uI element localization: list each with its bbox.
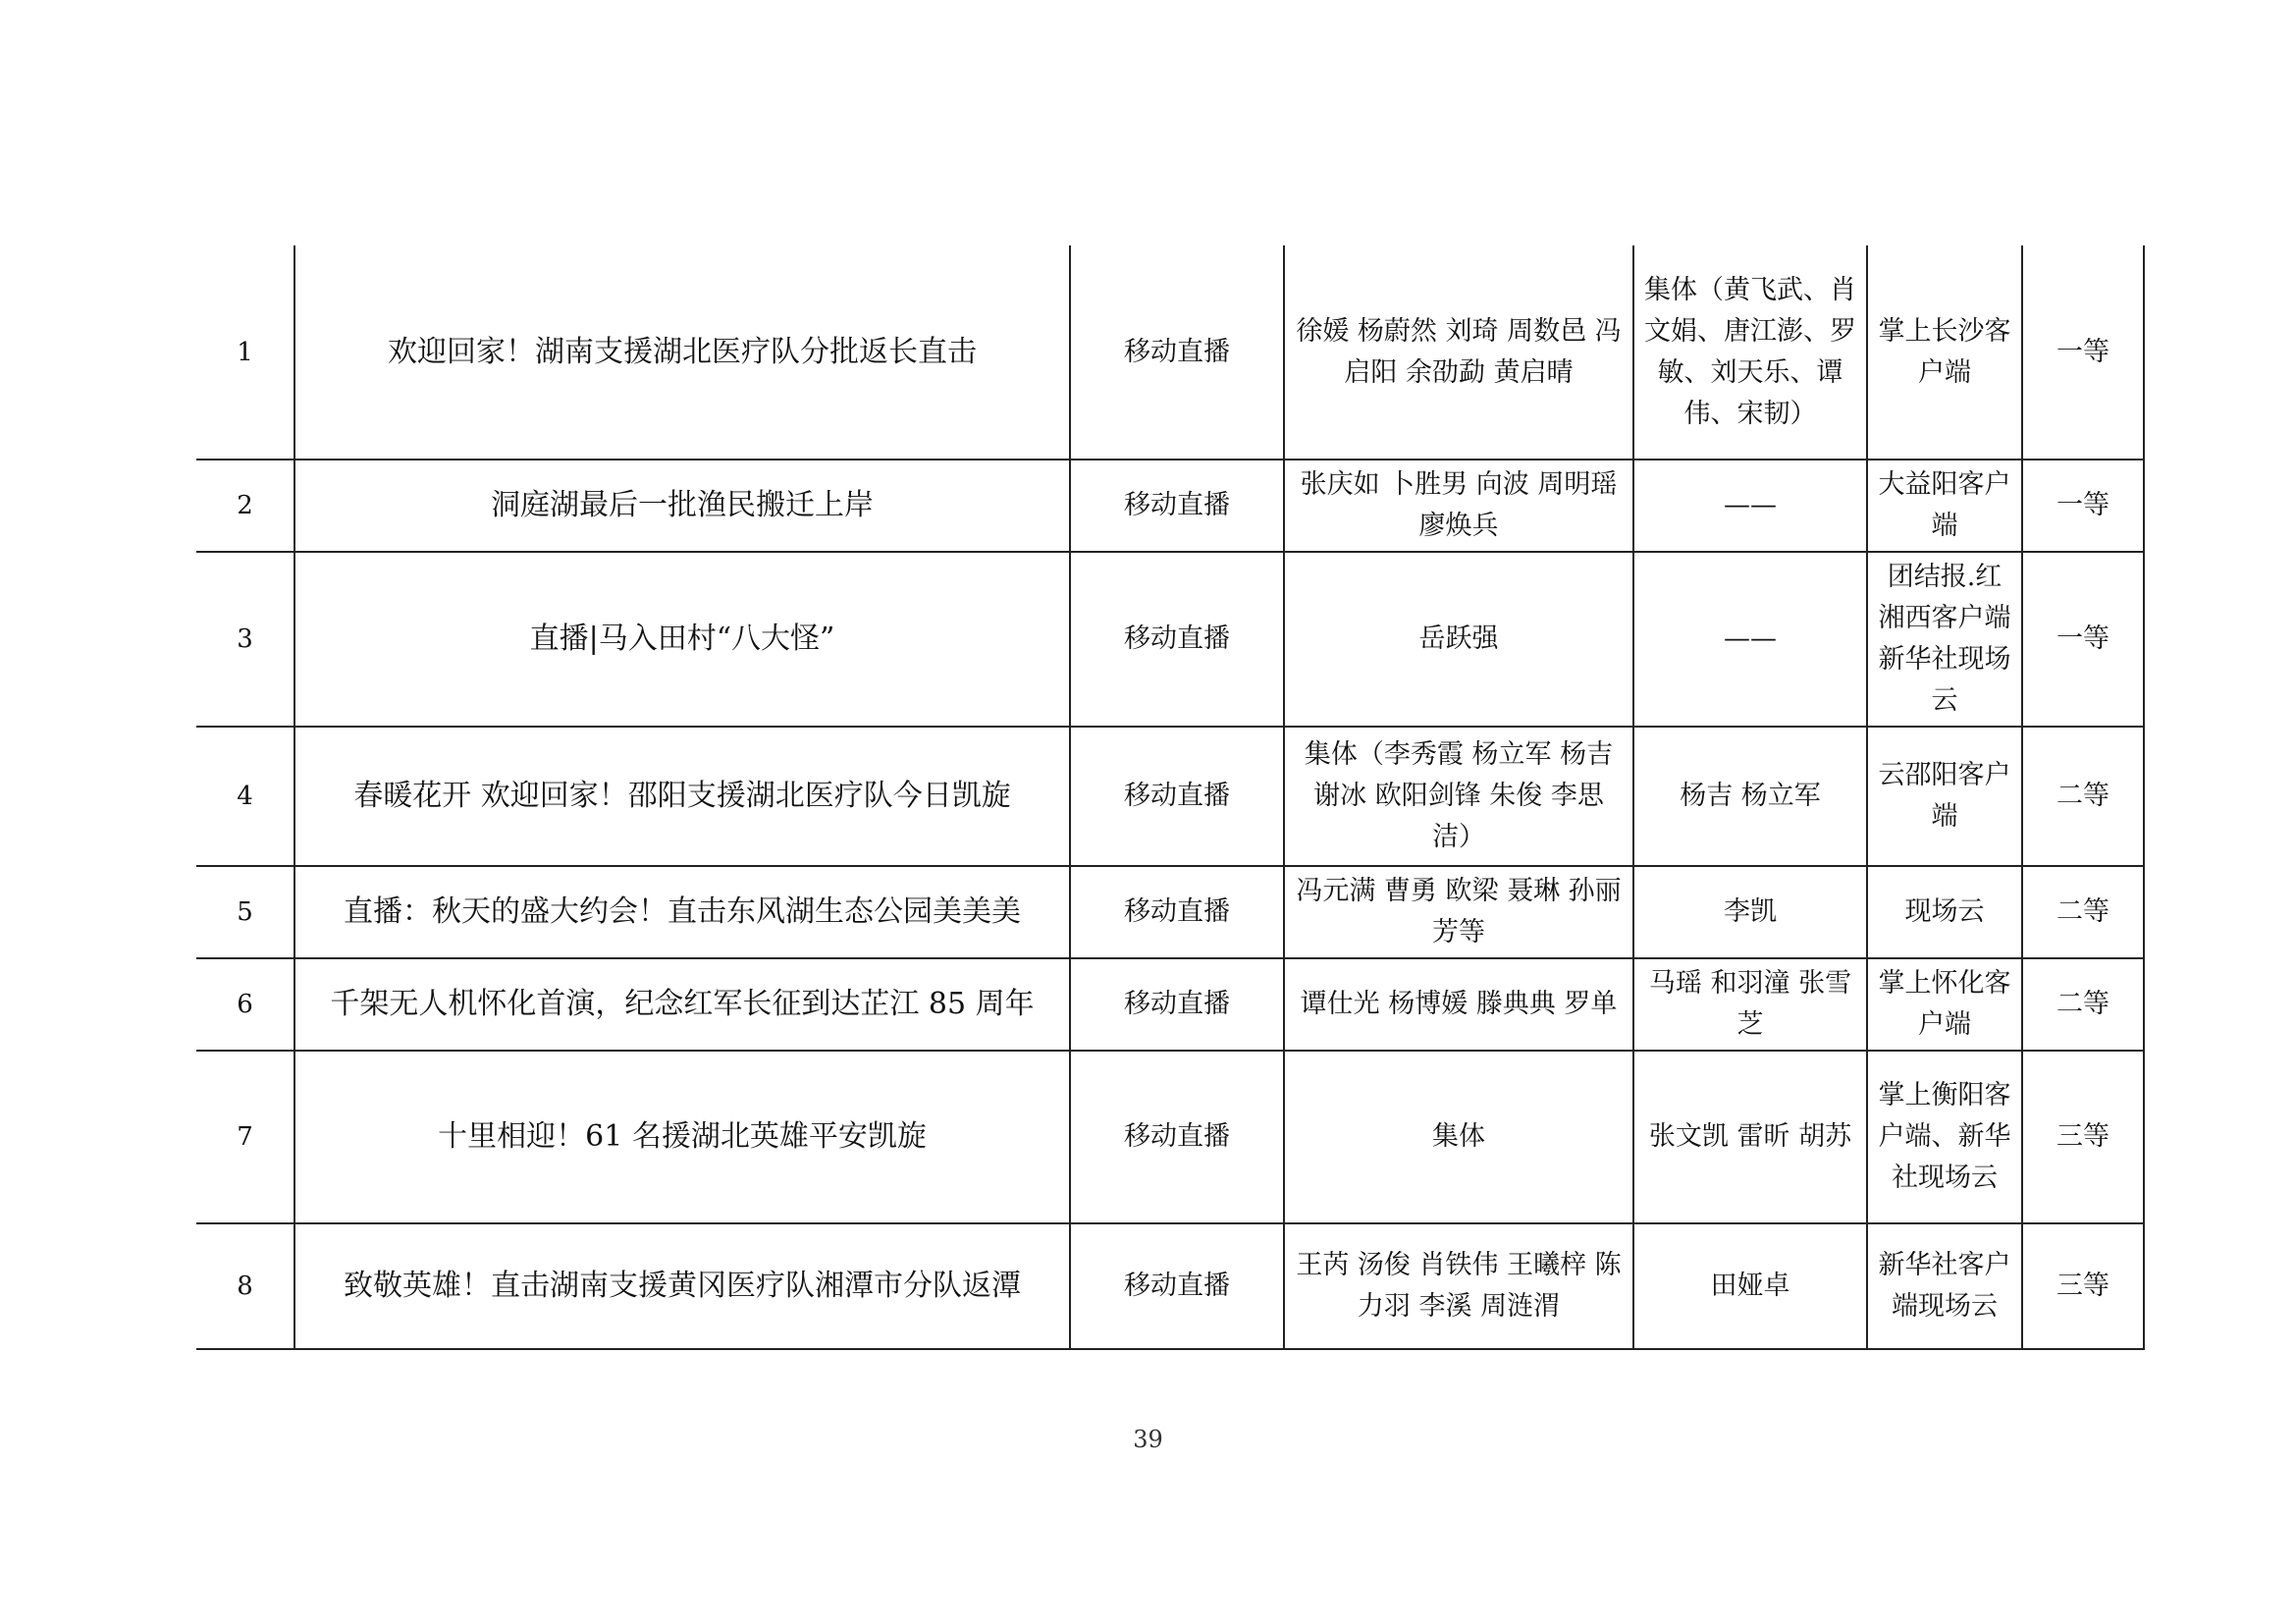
work-type: 移动直播 xyxy=(1070,958,1284,1051)
work-title: 十里相迎！61 名援湖北英雄平安凯旋 xyxy=(294,1051,1070,1223)
table-row xyxy=(196,245,2144,460)
work-type: 移动直播 xyxy=(1070,552,1284,727)
row-number: 3 xyxy=(196,552,294,727)
award-level: 二等 xyxy=(2022,958,2144,1051)
platform: 大益阳客户端 xyxy=(1867,460,2022,552)
authors: 集体（李秀霞 杨立军 杨吉 谢冰 欧阳剑锋 朱俊 李思洁） xyxy=(1284,727,1633,866)
authors: 王芮 汤俊 肖铁伟 王曦梓 陈力羽 李溪 周涟渭 xyxy=(1284,1223,1633,1349)
work-title: 春暖花开 欢迎回家！邵阳支援湖北医疗队今日凯旋 xyxy=(294,727,1070,866)
award-level: 三等 xyxy=(2022,1051,2144,1223)
platform: 团结报.红湘西客户端 新华社现场云 xyxy=(1867,552,2022,727)
platform: 掌上衡阳客户端、新华社现场云 xyxy=(1867,1051,2022,1223)
award-table xyxy=(196,245,2145,1350)
table-row xyxy=(196,866,2144,958)
row-number: 4 xyxy=(196,727,294,866)
authors: 徐媛 杨蔚然 刘琦 周数邑 冯启阳 余劭勐 黄启晴 xyxy=(1284,245,1633,460)
work-title: 直播|马入田村“八大怪” xyxy=(294,552,1070,727)
award-level: 一等 xyxy=(2022,460,2144,552)
row-number: 2 xyxy=(196,460,294,552)
table-row xyxy=(196,460,2144,552)
editors: 张文凯 雷昕 胡苏 xyxy=(1633,1051,1867,1223)
work-title: 千架无人机怀化首演，纪念红军长征到达芷江 85 周年 xyxy=(294,958,1070,1051)
work-title: 洞庭湖最后一批渔民搬迁上岸 xyxy=(294,460,1070,552)
authors: 岳跃强 xyxy=(1284,552,1633,727)
row-number: 7 xyxy=(196,1051,294,1223)
work-title: 欢迎回家！湖南支援湖北医疗队分批返长直击 xyxy=(294,245,1070,460)
work-type: 移动直播 xyxy=(1070,727,1284,866)
award-level: 一等 xyxy=(2022,245,2144,460)
platform: 现场云 xyxy=(1867,866,2022,958)
editors: —— xyxy=(1633,460,1867,552)
authors: 谭仕光 杨博媛 滕典典 罗单 xyxy=(1284,958,1633,1051)
work-title: 直播：秋天的盛大约会！直击东风湖生态公园美美美 xyxy=(294,866,1070,958)
editors: 李凯 xyxy=(1633,866,1867,958)
platform: 掌上怀化客户端 xyxy=(1867,958,2022,1051)
editors: —— xyxy=(1633,552,1867,727)
award-level: 三等 xyxy=(2022,1223,2144,1349)
award-level: 二等 xyxy=(2022,866,2144,958)
award-level: 二等 xyxy=(2022,727,2144,866)
row-number: 5 xyxy=(196,866,294,958)
table-row xyxy=(196,727,2144,866)
editors: 集体（黄飞武、肖文娟、唐江澎、罗敏、刘天乐、谭伟、宋韧） xyxy=(1633,245,1867,460)
page-number: 39 xyxy=(1133,1426,1163,1453)
work-type: 移动直播 xyxy=(1070,245,1284,460)
platform: 新华社客户端现场云 xyxy=(1867,1223,2022,1349)
platform: 掌上长沙客户端 xyxy=(1867,245,2022,460)
row-number: 8 xyxy=(196,1223,294,1349)
table-row xyxy=(196,552,2144,727)
row-number: 6 xyxy=(196,958,294,1051)
table-row xyxy=(196,1223,2144,1349)
authors: 冯元满 曹勇 欧梁 聂琳 孙丽芳等 xyxy=(1284,866,1633,958)
editors: 田娅卓 xyxy=(1633,1223,1867,1349)
editors: 马瑶 和羽潼 张雪芝 xyxy=(1633,958,1867,1051)
editors: 杨吉 杨立军 xyxy=(1633,727,1867,866)
work-type: 移动直播 xyxy=(1070,866,1284,958)
authors: 集体 xyxy=(1284,1051,1633,1223)
authors: 张庆如 卜胜男 向波 周明瑶 廖焕兵 xyxy=(1284,460,1633,552)
work-type: 移动直播 xyxy=(1070,460,1284,552)
work-type: 移动直播 xyxy=(1070,1051,1284,1223)
row-number: 1 xyxy=(196,245,294,460)
work-title: 致敬英雄！直击湖南支援黄冈医疗队湘潭市分队返潭 xyxy=(294,1223,1070,1349)
award-level: 一等 xyxy=(2022,552,2144,727)
table-row xyxy=(196,958,2144,1051)
work-type: 移动直播 xyxy=(1070,1223,1284,1349)
table-row xyxy=(196,1051,2144,1223)
platform: 云邵阳客户端 xyxy=(1867,727,2022,866)
